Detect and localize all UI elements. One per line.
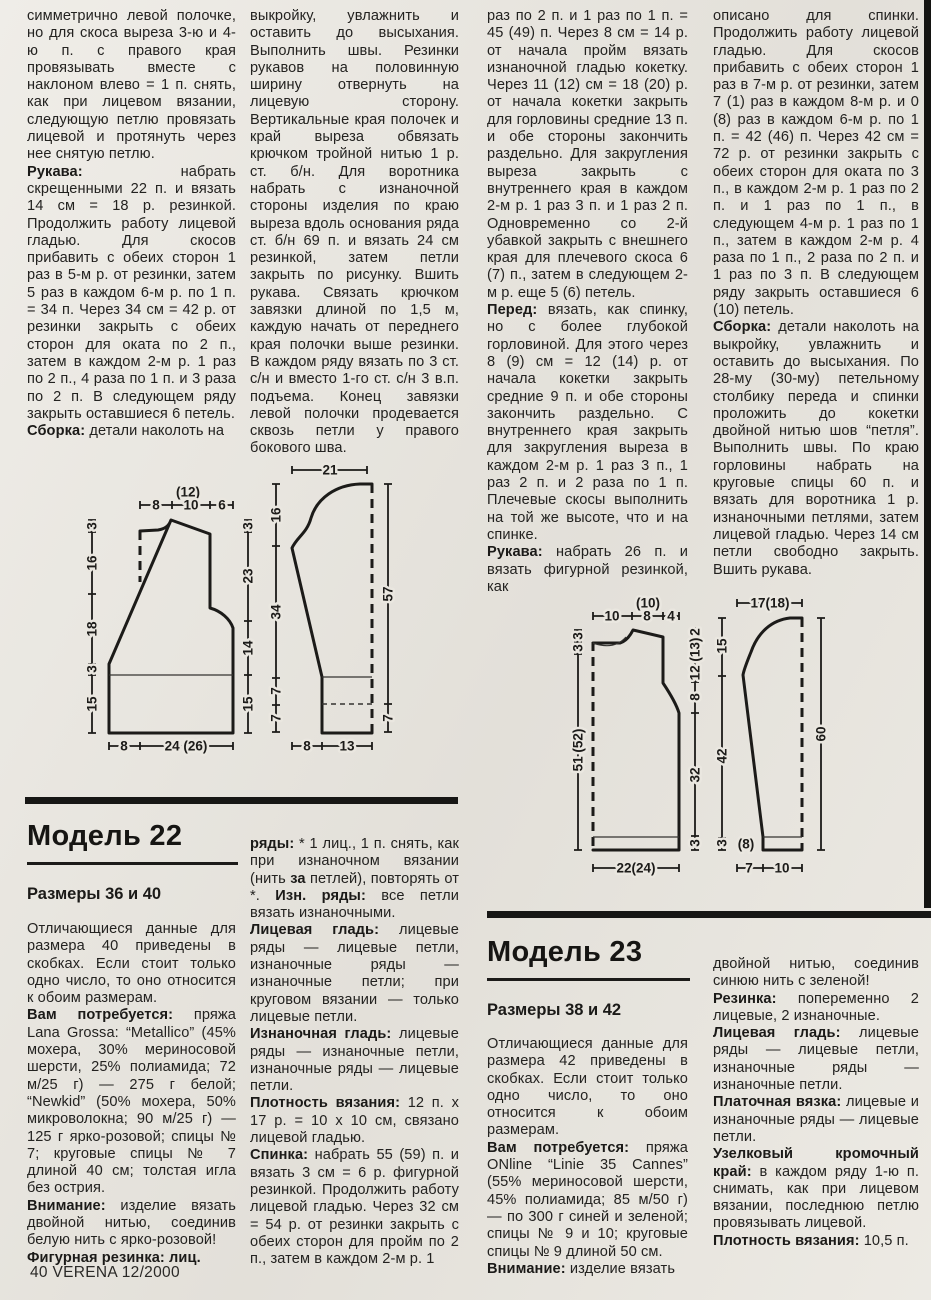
bold-lead-in: Спинка: [250, 1147, 315, 1164]
measurement-label: 7 [380, 714, 396, 722]
paragraph [713, 1233, 919, 1250]
paragraph [27, 1007, 236, 1197]
body-text: пряжа ONline “Linie 35 Cannes” (55% мериносовой шерсти, 45% полиамида; 85 м/50 г) — по 300 г синей и зеленой; спицы № 9 и 10; круговые спицы № 9 длиной 50 см. [487, 1139, 688, 1260]
paragraph [487, 302, 688, 544]
body-text: Отличающиеся данные для размера 40 приведены в скобках. Если стоит только одно число, то оно относится к обоим размерам. [27, 921, 236, 1007]
bold-lead-in: Внимание: [27, 1197, 121, 1214]
paragraph [487, 1140, 688, 1261]
measurement-label: 8 [303, 738, 311, 754]
model23-sizes: Размеры 38 и 42 [487, 1001, 622, 1019]
paragraph [27, 8, 236, 164]
paragraph [713, 319, 919, 578]
top-column-1 [27, 8, 236, 440]
paragraph [487, 8, 688, 302]
measurement-label: 8 [152, 497, 160, 513]
body-text: 12 п. х 17 р. = 10 х 10 см, связано лицевой гладью. [250, 1095, 460, 1147]
pattern-diagram-model22 [20, 440, 460, 772]
body-text: лицевые ряды — лицевые петли, изнаночные ряды — изнаночные петли; при круговом вязании — только лицевые петли. [250, 922, 459, 1025]
body-text: попеременно 2 лицевые, 2 изнаночные. [713, 990, 919, 1024]
top-column-4 [713, 8, 919, 579]
body-text: вязать, как спинку, но с более глубокой горловиной. Для этого через 8 (9) см = 12 (14) р. от начала кокетки закрыть средние 9 п. и обе стороны закончить раздельно. С внутреннего края закрыть для закругления выреза в каждом 2-м р. 1 раз 3 п., 1 раз 2 п. и 2 раза по 1 п. Плечевые скосы выполнить на той же высоте, что и на спинке. [487, 302, 689, 543]
measurement-label: 3 [84, 665, 100, 673]
measurement-label: 4 [667, 608, 675, 624]
model23-column-1 [487, 1036, 688, 1278]
measurement-label: 10 [774, 860, 790, 876]
measurement-labels [571, 596, 829, 876]
measurement-label: 16 [268, 507, 284, 523]
body-text: раз по 2 п. и 1 раз по 1 п. = 45 (49) п. Через 8 см = 14 р. от начала пройм вязать изнаночной гладью кокетку. Через 11 (12) см = 18 (20) р. от начала кокетки закрыть для горловины средние 13 п. и обе стороны закончить раздельно. Для закругления выреза закрыть с внутреннего края в каждом 2-м р. 1 раз 3 п. и 1 раз 2 п. Одновременно со 2-й убавкой закрыть с внешнего края для плечевого скоса 6 (7) п., затем в следующем 2-м р. еще 5 (6) петель. [487, 8, 688, 301]
measurement-label: 3 [687, 839, 703, 847]
model22-column-2 [250, 836, 459, 1268]
measurement-label: 8 [120, 738, 128, 754]
model23-column-2 [713, 956, 919, 1250]
measurement-label: 51 (52) [570, 728, 586, 772]
measurement-label: 57 [380, 586, 396, 602]
measurement-label: 3 [570, 632, 586, 640]
measurement-label: 32 [687, 767, 703, 783]
sleeve-piece-outline [743, 618, 802, 850]
measurement-label: 3 [240, 522, 256, 530]
body-text: пряжа Lana Grossa: “Metallico” (45% мохера, 30% мериносовой шерсти, 25% полиамида; 72 м/25 г) — 275 г белой; “Newkid” (50% мохера, 50% микроволокна; 90 м/25 г) — 125 г ярко-розовой; спицы № 7; круговые спицы № 7 длиной 40 см; толстая игла без острия. [27, 1007, 236, 1197]
bold-lead-in: Вам потребуется: [487, 1139, 646, 1156]
measurement-label: 8 [687, 693, 703, 701]
bold-lead-in: Плотность вязания: [250, 1095, 408, 1112]
body-text: лицевые ряды — изнаночные петли, изнаночные ряды — лицевые петли. [250, 1026, 459, 1095]
bold-lead-in: Изнаночная гладь: [250, 1026, 399, 1043]
body-text: петлей), повторять от *. [250, 870, 460, 904]
body-text: лицевые ряды — лицевые петли, изнаночные ряды — изнаночные петли. [713, 1025, 919, 1094]
section-divider-bar [25, 797, 458, 804]
bold-lead-in: Фигурная резинка: лиц. [27, 1249, 201, 1266]
measurement-label: 12 (13) [687, 637, 703, 681]
page-footer: 40 VERENA 12/2000 [30, 1264, 180, 1281]
body-text: изделие вязать [569, 1260, 676, 1277]
measurement-label: 13 [339, 738, 355, 754]
measurement-label: 21 [322, 462, 338, 478]
body-text: набрать скрещенными 22 п. и вязать 14 см = 18 р. резинкой. Продолжить работу лицевой гладью. Для скосов прибавить с обеих сторон 1 раз в 5-м р. от резинки, затем 5 раз в каждом 6-м р. по 1 п. = 34 п. Через 34 см = 42 р. от резинки закрыть с обеих сторон для оката по 2 п., затем в каждом 2-м р. 1 раз по 2 п., 4 раза по 1 п. и 3 раза по 2 п. В следующем ряду закрыть оставшиеся 6 петель. [27, 163, 236, 422]
section-divider-bar [487, 911, 931, 918]
body-text: в каждом ряду 1-ю п. снимать, как при лицевом вязании, последнюю петлю провязывать лицевой. [713, 1163, 919, 1232]
measurement-label: 3 [84, 522, 100, 530]
paragraph [713, 1025, 919, 1094]
bold-lead-in: Изн. ряды: [275, 887, 382, 904]
measurement-label: 10 [604, 608, 620, 624]
model22-sizes: Размеры 36 и 40 [27, 885, 162, 903]
paragraph [250, 1095, 459, 1147]
measurement-label: (10) [635, 595, 661, 611]
paragraph [250, 8, 459, 458]
measurement-labels [85, 463, 396, 754]
measurement-label: 60 [813, 726, 829, 742]
paragraph [487, 1036, 688, 1140]
paragraph [27, 1198, 236, 1250]
paragraph [250, 1026, 459, 1095]
top-column-2 [250, 8, 459, 458]
measurement-label: 23 [240, 568, 256, 584]
bold-lead-in: Лицевая гладь: [250, 922, 399, 939]
paragraph [27, 423, 236, 440]
body-text: выкройку, увлажнить и оставить до высыхания. Выполнить швы. Резинки рукавов на половинную ширину отвернуть на лицевую сторону. Вертикальные края полочек и край выреза обвязать крючком тройной нитью 1 р. ст. б/н. Для воротника набрать с изнаночной стороны изделия по краю выреза вдоль основания ряда ст. б/н 69 п. и вязать 24 см резинкой, затем петли закрыть по рисунку. Вшить рукава. Связать крючком завязки длиной по 1,5 м, каждую начать от переднего края полочки выше резинки. В каждом ряду вязать по 3 ст. с/н и вместо 1-го ст. с/н 3 в.п. подъема. Конец завязки левой полочки продевается сквозь петли у правого бокового шва. [250, 8, 459, 457]
body-text: симметрично левой полочке, но для скоса выреза 3-ю и 4-ю п. с правого края провязывать вместе с наклоном влево = 1 п. снять, как при лицевом вязании, следующую петлю провязать лицевой и протянуть через нее снятую петлю. [27, 8, 236, 163]
paragraph [250, 836, 459, 922]
measurement-label: 15 [84, 696, 100, 712]
measure-rail [384, 484, 392, 732]
paragraph [487, 1261, 688, 1278]
paragraph [713, 991, 919, 1026]
measurement-label: 22(24) [616, 860, 656, 876]
bold-lead-in: Сборка: [713, 319, 779, 336]
measurement-label: (8) [737, 836, 755, 852]
top-column-3 [487, 8, 688, 596]
measurement-label: 17(18) [750, 595, 790, 611]
bold-lead-in: Вам потребуется: [27, 1007, 194, 1024]
sleeve-piece-outline [292, 484, 372, 733]
measurement-label: 3 [570, 644, 586, 652]
paragraph [713, 956, 919, 991]
paragraph [27, 164, 236, 423]
model22-title: Модель 22 [27, 820, 238, 865]
measurement-label: 7 [268, 687, 284, 695]
measurement-label: 2 [687, 628, 703, 636]
body-text: * 1 лиц., 1 п. снять, как при изнаночном вязании (нить [250, 836, 460, 887]
bold-lead-in: Внимание: [487, 1260, 570, 1277]
measurement-label: 42 [714, 748, 730, 764]
bold-lead-in: Перед: [487, 302, 548, 319]
body-text: описано для спинки. Продолжить работу лицевой гладью. Для скосов прибавить с обеих сторон 1 раз в 7-м р. от резинки, затем 7 (1) раз в каждом 8-м р. и 0 (8) раз в каждом 6-м р. по 1 п. = 42 (46) п. Через 42 см = 72 р. от резинки закрыть с обеих сторон для оката по 3 п., в каждом 2-м р. 1 раз по 2 п. и 1 раз по 1 п., в следующем 4-м р. 1 раз по 1 п., затем в каждом 2-м р. 4 раза по 1 п., 2 раза по 2 п. и 1 раз по 3 п. В следующем ряду закрыть оставшиеся 6 (10) петель. [713, 8, 919, 319]
measurement-label: 7 [268, 714, 284, 722]
bold-lead-in: за [290, 870, 306, 887]
body-text: детали наколоть на [89, 423, 225, 440]
bold-lead-in: ряды: [250, 836, 300, 852]
body-text: изделие вязать двойной нитью, соединив белую нить с ярко-розовой! [27, 1197, 236, 1249]
body-text: набрать 55 (59) п. и вязать 3 см = 6 р. фигурной резинкой. Продолжить работу лицевой гладью. Через 32 см = 54 р. от резинки закрыть с обеих сторон для пройм по 2 п., затем в каждом 2-м р. 1 [250, 1147, 459, 1268]
front-piece-outline [109, 520, 233, 733]
body-text: лицевые и изнаночные ряды — лицевые петли. [713, 1094, 919, 1145]
bold-lead-in: Сборка: [27, 423, 90, 440]
measurement-label: 24 (26) [164, 738, 208, 754]
body-text: 10,5 п. [863, 1232, 909, 1249]
bold-lead-in: Плотность вязания: [713, 1232, 864, 1249]
measurement-label: (12) [175, 484, 201, 500]
body-text: детали наколоть на выкройку, увлажнить и оставить до высыхания. По 28-му (30-му) петельному столбику переда и спинки проложить до кокетки двойной нитью шов “петля”. Выполнить швы. По краю горловины набрать на круговые спицы 60 п. и вязать для воротника 1 р. изнаночными петлями, затем лицевой гладью. Через 14 см петли свободно закрыть. Вшить рукава. [713, 319, 919, 578]
measurement-label: 15 [240, 696, 256, 712]
measurement-label: 14 [240, 640, 256, 656]
measurement-label: 34 [268, 604, 284, 620]
body-text: набрать 26 п. и вязать фигурной резинкой, как [487, 544, 688, 595]
measurement-label: 8 [643, 608, 651, 624]
body-text: двойной нитью, соединив синюю нить с зеленой! [713, 956, 919, 990]
measurement-label: 18 [84, 621, 100, 637]
body-text: все петли вязать изнаночными. [250, 887, 459, 922]
measurement-label: 15 [714, 638, 730, 654]
bold-lead-in: Резинка: [713, 990, 798, 1007]
paragraph [250, 922, 459, 1026]
bold-lead-in: Рукава: [487, 544, 556, 561]
paragraph [713, 1146, 919, 1232]
paragraph [250, 1147, 459, 1268]
measurement-label: 7 [745, 860, 753, 876]
bold-lead-in: Лицевая гладь: [713, 1025, 859, 1042]
measurement-label: 10 [183, 497, 199, 513]
model23-title: Модель 23 [487, 936, 690, 981]
bold-lead-in: Платочная вязка: [713, 1094, 847, 1111]
body-text: Отличающиеся данные для размера 42 приведены в скобках. Если стоит только одно число, то оно относится к обоим размерам. [487, 1036, 688, 1139]
paragraph [713, 8, 919, 319]
model22-column-1 [27, 921, 236, 1267]
measurement-label: 3 [714, 839, 730, 847]
measurement-label: 16 [84, 555, 100, 571]
body-piece-outline [593, 630, 679, 850]
bold-lead-in: Узелковый кромочный край: [713, 1146, 919, 1180]
pattern-diagram-model23 [480, 580, 930, 900]
bold-lead-in: Рукава: [27, 163, 181, 180]
paragraph [27, 921, 236, 1007]
paragraph [713, 1094, 919, 1146]
measurement-label: 6 [218, 497, 226, 513]
